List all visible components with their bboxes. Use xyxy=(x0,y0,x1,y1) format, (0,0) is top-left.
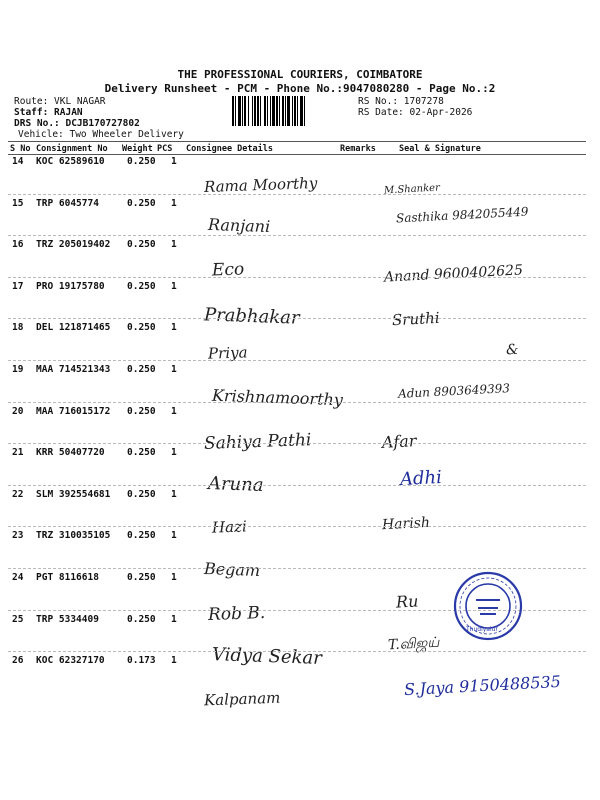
col-consignee: Consignee Details xyxy=(186,144,273,154)
row-sno: 17 xyxy=(12,280,24,292)
stamp-text: Thudiyalur xyxy=(466,626,498,633)
row-consignee-name: Aruna xyxy=(207,473,264,496)
row-separator xyxy=(8,235,586,236)
row-consignee-name: Krishnamoorthy xyxy=(211,385,344,410)
col-sno: S No xyxy=(10,144,31,154)
row-weight: 0.250 xyxy=(127,488,156,500)
row-sno: 14 xyxy=(12,156,24,167)
row-pcs: 1 xyxy=(171,447,177,459)
row-pcs: 1 xyxy=(171,488,177,500)
col-remarks: Remarks xyxy=(340,144,376,154)
row-signature: Adun 8903649393 xyxy=(397,381,511,401)
col-weight: Weight xyxy=(122,144,153,154)
row-signature: Sasthika 9842055449 xyxy=(395,204,529,226)
row-weight: 0.250 xyxy=(127,239,156,251)
row-sno: 23 xyxy=(12,530,24,542)
row-signature: S.Jaya 9150488535 xyxy=(403,671,562,700)
row-signature: Sruthi xyxy=(391,308,441,330)
staff-label: Staff: RAJAN xyxy=(14,107,83,118)
row-separator xyxy=(8,402,586,403)
row-pcs: 1 xyxy=(171,613,177,625)
row-pcs: 1 xyxy=(171,156,177,167)
row-consignment-no: SLM 392554681 xyxy=(36,488,111,500)
row-signature: & xyxy=(505,341,519,359)
row-signature: M.Shanker xyxy=(383,182,441,197)
drs-number: DRS No.: DCJB170727802 xyxy=(14,118,140,129)
rs-number: RS No.: 1707278 xyxy=(358,96,444,107)
route-label: Route: VKL NAGAR xyxy=(14,96,106,107)
row-consignee-name: Rob B. xyxy=(207,603,266,625)
row-consignee-name: Priya xyxy=(207,343,248,363)
row-separator xyxy=(8,485,586,486)
row-consignee-name: Begam xyxy=(203,559,261,580)
row-sno: 26 xyxy=(12,655,24,667)
row-consignee-name: Ranjani xyxy=(207,214,271,237)
row-sno: 18 xyxy=(12,322,24,334)
row-weight: 0.173 xyxy=(127,655,156,667)
row-separator xyxy=(8,443,586,444)
row-separator xyxy=(8,568,586,569)
row-signature: Adhi xyxy=(399,466,443,491)
row-separator xyxy=(8,194,586,195)
row-pcs: 1 xyxy=(171,364,177,375)
post-office-stamp xyxy=(452,570,524,642)
row-signature: Afar xyxy=(381,431,417,452)
row-weight: 0.250 xyxy=(127,405,156,417)
row-consignment-no: PGT 8116618 xyxy=(36,572,99,583)
row-sno: 22 xyxy=(12,488,24,500)
rs-date: RS Date: 02-Apr-2026 xyxy=(358,107,473,118)
row-consignment-no: TRP 5334409 xyxy=(36,613,99,625)
row-consignment-no: KRR 50407720 xyxy=(36,447,105,459)
row-pcs: 1 xyxy=(171,197,177,209)
row-consignment-no: TRP 6045774 xyxy=(36,197,99,209)
row-consignee-name: Hazi xyxy=(211,517,248,537)
row-separator xyxy=(8,318,586,319)
row-consignee-name: Sahiya Pathi xyxy=(203,430,312,454)
row-separator xyxy=(8,526,586,527)
company-title: THE PROFESSIONAL COURIERS, COIMBATORE xyxy=(177,68,423,81)
row-sno: 25 xyxy=(12,613,24,625)
row-pcs: 1 xyxy=(171,239,177,251)
row-separator xyxy=(8,651,586,652)
row-sno: 15 xyxy=(12,197,24,209)
row-weight: 0.250 xyxy=(127,613,156,625)
row-consignment-no: TRZ 310035105 xyxy=(36,530,111,542)
row-consignment-no: DEL 121871465 xyxy=(36,322,111,334)
row-signature: Anand 9600402625 xyxy=(383,262,524,286)
runsheet-subtitle: Delivery Runsheet - PCM - Phone No.:9047080280 - Page No.:2 xyxy=(104,82,496,95)
row-consignment-no: MAA 714521343 xyxy=(36,364,111,375)
row-consignment-no: PRO 19175780 xyxy=(36,280,105,292)
row-consignee-name: Kalpanam xyxy=(203,688,281,710)
row-sno: 24 xyxy=(12,572,24,583)
row-pcs: 1 xyxy=(171,655,177,667)
row-weight: 0.250 xyxy=(127,530,156,542)
row-weight: 0.250 xyxy=(127,156,156,167)
row-pcs: 1 xyxy=(171,530,177,542)
row-weight: 0.250 xyxy=(127,197,156,209)
row-pcs: 1 xyxy=(171,322,177,334)
row-consignee-name: Rama Moorthy xyxy=(203,174,318,196)
col-pcs: PCS xyxy=(157,144,173,154)
row-separator xyxy=(8,360,586,361)
row-pcs: 1 xyxy=(171,280,177,292)
row-sno: 16 xyxy=(12,239,24,251)
row-pcs: 1 xyxy=(171,405,177,417)
row-consignment-no: KOC 62327170 xyxy=(36,655,105,667)
row-sno: 20 xyxy=(12,405,24,417)
row-sno: 21 xyxy=(12,447,24,459)
row-consignment-no: TRZ 205019402 xyxy=(36,239,111,251)
row-separator xyxy=(8,277,586,278)
row-weight: 0.250 xyxy=(127,364,156,375)
row-consignee-name: Eco xyxy=(211,259,245,281)
row-weight: 0.250 xyxy=(127,280,156,292)
row-signature: Ru xyxy=(395,591,419,612)
row-consignee-name: Vidya Sekar xyxy=(211,644,323,669)
row-consignee-name: Prabhakar xyxy=(203,304,300,329)
row-weight: 0.250 xyxy=(127,322,156,334)
row-sno: 19 xyxy=(12,364,24,375)
row-consignment-no: KOC 62589610 xyxy=(36,156,105,167)
row-weight: 0.250 xyxy=(127,447,156,459)
row-signature: T.விஜய் xyxy=(387,634,440,654)
row-pcs: 1 xyxy=(171,572,177,583)
col-consignment: Consignment No xyxy=(36,144,108,154)
row-weight: 0.250 xyxy=(127,572,156,583)
vehicle-label: Vehicle: Two Wheeler Delivery xyxy=(18,129,184,140)
col-seal-signature: Seal & Signature xyxy=(399,144,481,154)
row-consignment-no: MAA 716015172 xyxy=(36,405,111,417)
row-signature: Harish xyxy=(381,514,431,534)
